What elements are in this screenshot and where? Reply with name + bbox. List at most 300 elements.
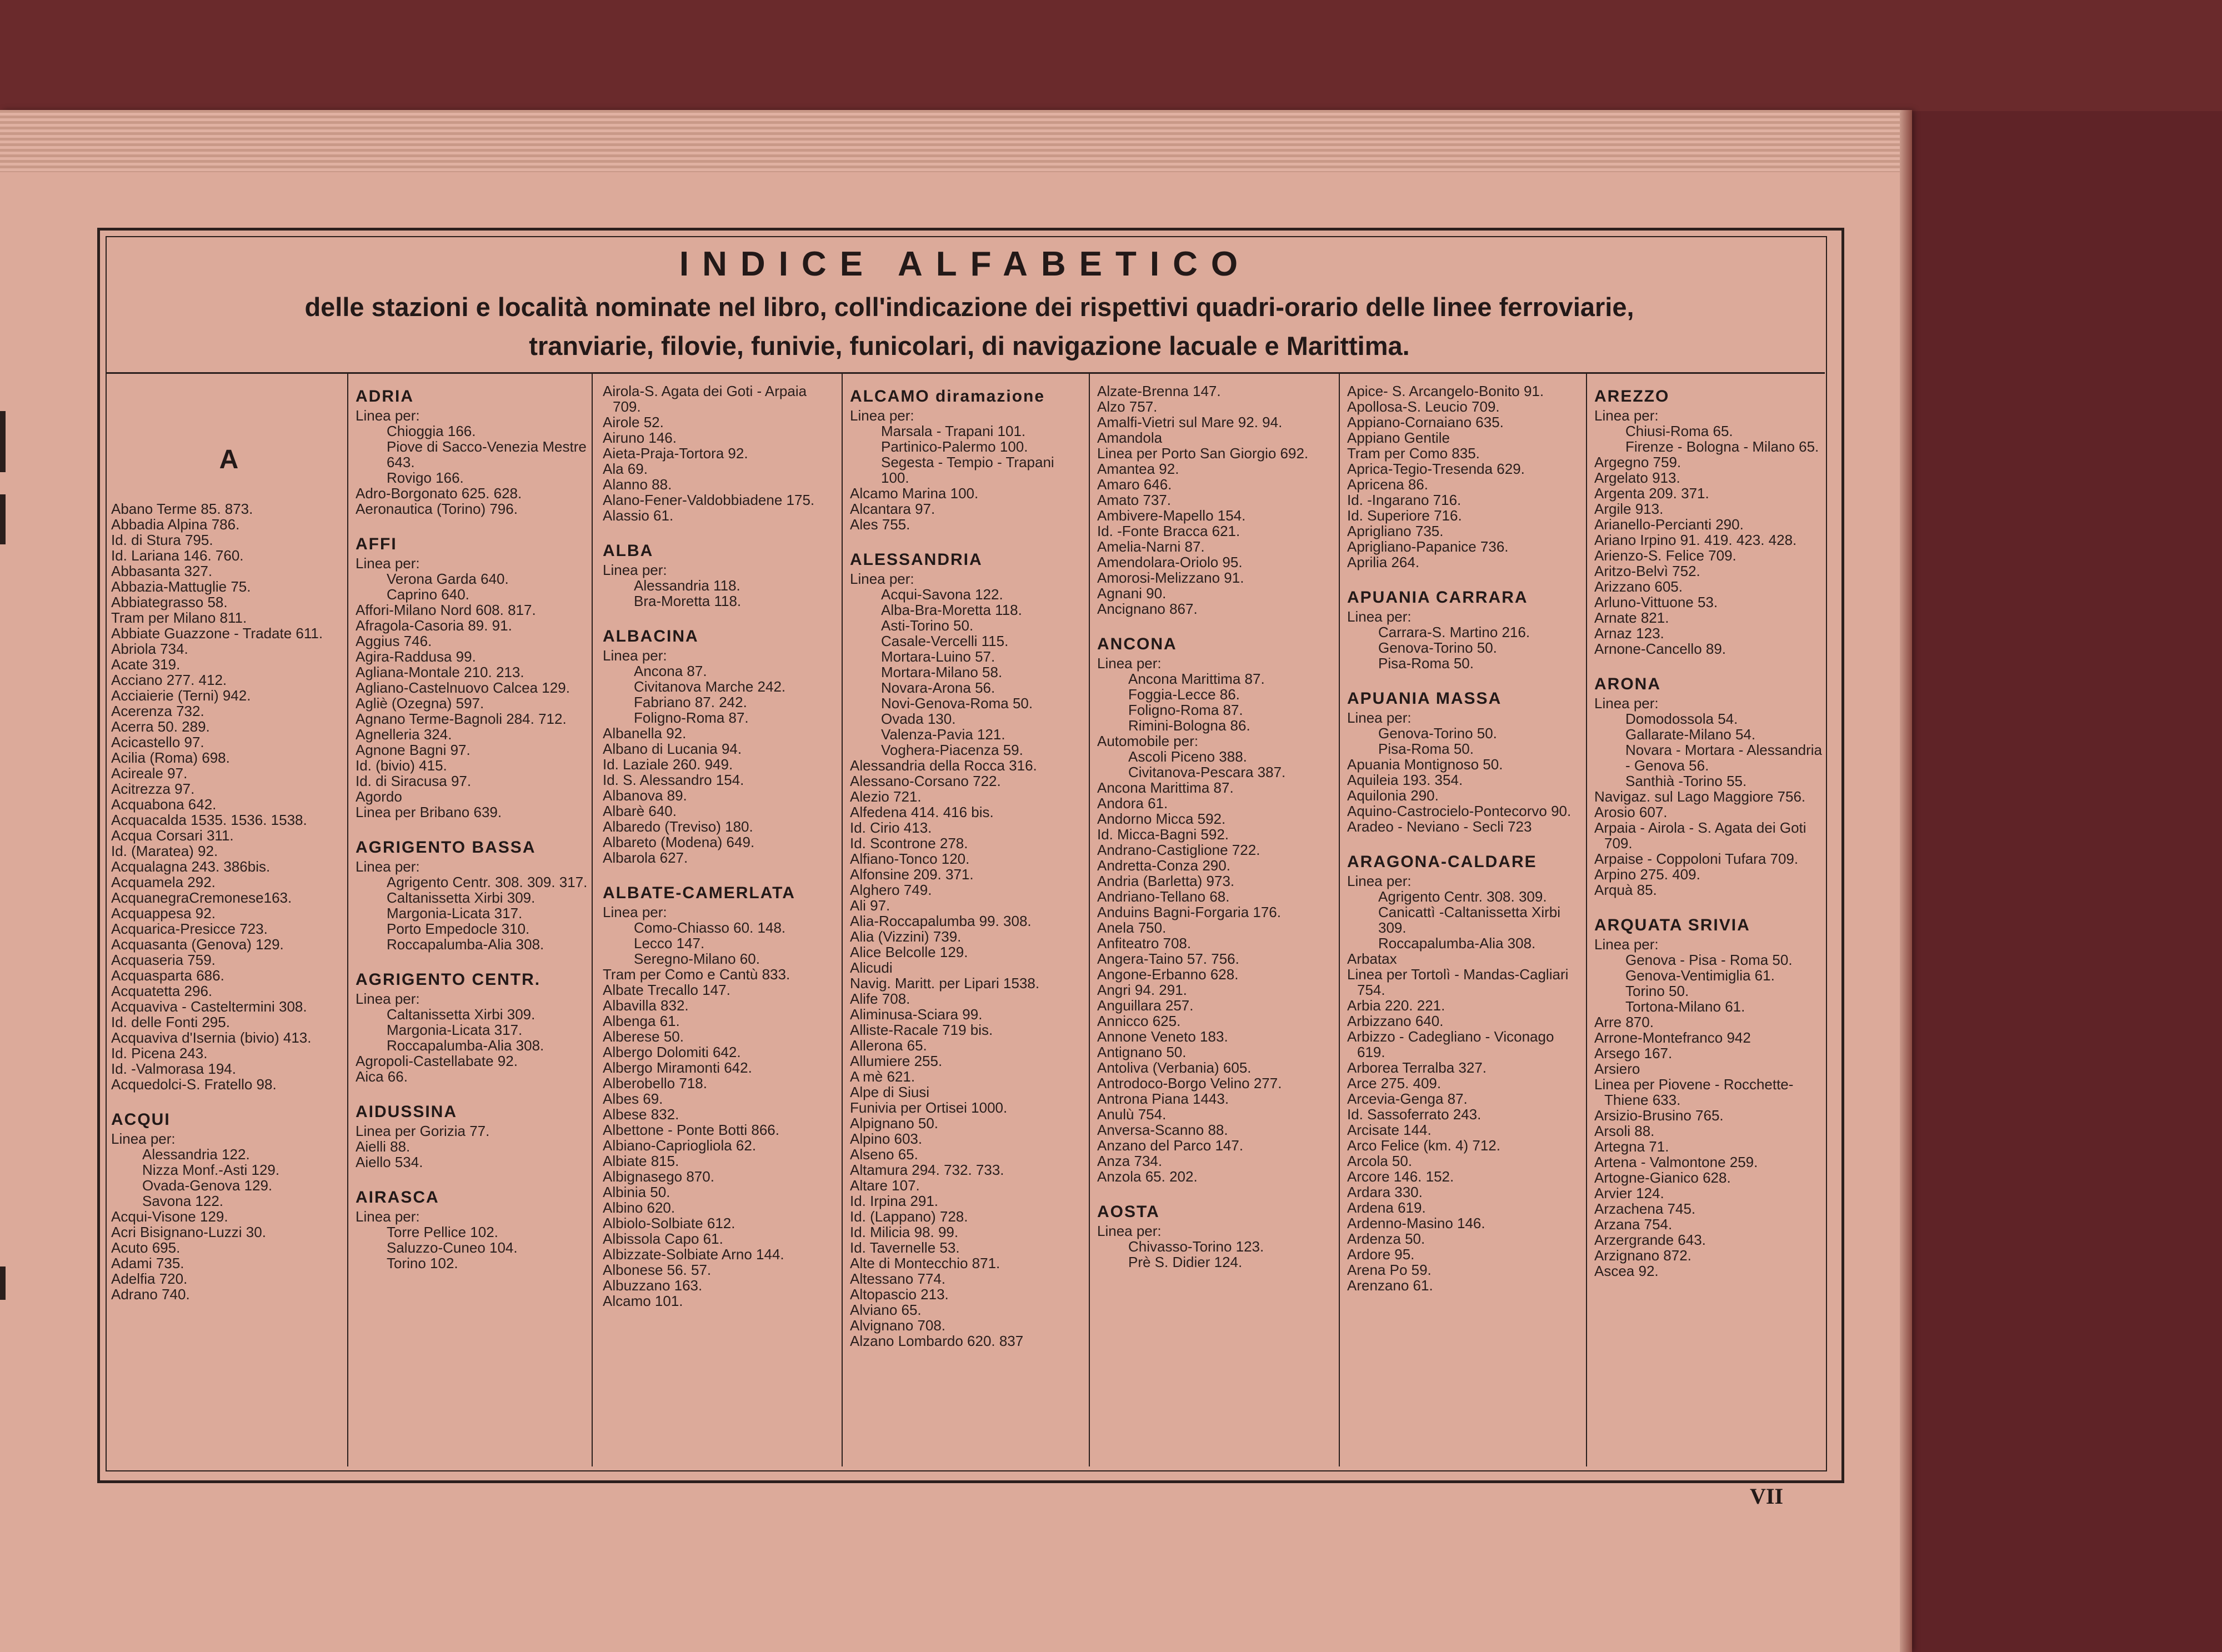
index-entry: Agnani 90. xyxy=(1097,585,1167,602)
index-entry: Artegna 71. xyxy=(1594,1138,1669,1155)
index-entry: Angera-Taino 57. 756. xyxy=(1097,950,1239,967)
index-entry: Antignano 50. xyxy=(1097,1044,1187,1060)
index-entry: Alpignano 50. xyxy=(850,1115,939,1132)
index-entry: Albino 620. xyxy=(603,1199,675,1216)
index-subentry: Gallarate-Milano 54. xyxy=(1625,726,1756,743)
index-entry: Linea per: xyxy=(1594,695,1659,712)
index-entry: Ali 97. xyxy=(850,897,890,914)
index-entry: Argenta 209. 371. xyxy=(1594,485,1709,502)
index-entry: Ancignano 867. xyxy=(1097,600,1198,617)
index-entry: Annicco 625. xyxy=(1097,1013,1181,1029)
index-entry: Agira-Raddusa 99. xyxy=(356,648,476,665)
index-entry: Arre 870. xyxy=(1594,1014,1654,1030)
index-entry: Albizzate-Solbiate Arno 144. xyxy=(603,1246,784,1263)
index-entry: Linea per: xyxy=(1594,936,1659,953)
index-entry: Anfiteatro 708. xyxy=(1097,935,1192,952)
index-entry: Arsego 167. xyxy=(1594,1045,1673,1062)
index-entry: Arsiero xyxy=(1594,1060,1640,1077)
index-entry: Albareto (Modena) 649. xyxy=(603,834,755,850)
index-entry: Antoliva (Verbania) 605. xyxy=(1097,1059,1252,1076)
index-entry: Agliano-Castelnuovo Calcea 129. xyxy=(356,679,570,696)
index-entry: Agliè (Ozegna) 597. xyxy=(356,695,484,712)
spacer xyxy=(356,517,591,531)
index-entry: Artena - Valmontone 259. xyxy=(1594,1154,1758,1170)
subtitle-line-2: tranviarie, filovie, funivie, funicolari, di navigazione lacuale e Marittima. xyxy=(529,331,1410,361)
index-entry: Albiano-Capriogliola 62. xyxy=(603,1137,757,1154)
index-subentry: Tortona-Milano 61. xyxy=(1625,998,1745,1015)
section-heading: APUANIA MASSA xyxy=(1347,689,1502,708)
index-subentry: Marsala - Trapani 101. xyxy=(881,423,1026,439)
index-subentry: Piove di Sacco-Venezia Mestre 643. xyxy=(387,438,587,470)
index-subentry: Genova-Torino 50. xyxy=(1378,725,1497,742)
index-entry: Agnelleria 324. xyxy=(356,726,452,743)
index-entry: Linea per: xyxy=(356,990,420,1007)
index-entry: Allumiere 255. xyxy=(850,1053,943,1069)
index-entry: Aquilonia 290. xyxy=(1347,787,1439,804)
index-entry: Albignasego 870. xyxy=(603,1168,714,1185)
index-entry: Acquappesa 92. xyxy=(111,905,216,922)
index-subentry: Mortara-Milano 58. xyxy=(881,664,1003,680)
index-entry: Linea per: xyxy=(356,1208,420,1225)
index-subentry: Firenze - Bologna - Milano 65. xyxy=(1625,438,1819,455)
index-subentry: Asti-Torino 50. xyxy=(881,617,974,634)
index-entry: Argile 913. xyxy=(1594,500,1664,517)
index-subentry: Torino 50. xyxy=(1625,983,1689,999)
index-entry: Anza 734. xyxy=(1097,1153,1163,1169)
index-subentry: Chivasso-Torino 123. xyxy=(1128,1238,1264,1255)
index-subentry: Civitanova Marche 242. xyxy=(634,678,786,695)
index-entry: Acate 319. xyxy=(111,656,181,673)
section-heading: ARAGONA-CALDARE xyxy=(1347,853,1537,871)
section-heading: AIRASCA xyxy=(356,1188,439,1207)
index-entry: Andria (Barletta) 973. xyxy=(1097,873,1235,889)
index-entry: Arpino 275. 409. xyxy=(1594,866,1700,883)
spacer xyxy=(111,383,347,398)
index-subentry: Prè S. Didier 124. xyxy=(1128,1254,1243,1270)
index-subentry: Novara-Arona 56. xyxy=(881,679,995,696)
index-entry: Albarè 640. xyxy=(603,803,677,819)
index-entry: Acciano 277. 412. xyxy=(111,672,227,688)
index-subentry: Caltanissetta Xirbi 309. xyxy=(387,1006,536,1023)
index-subentry: Novara - Mortara - Alessandria - Genova 56. xyxy=(1625,742,1823,774)
page-stack-edge xyxy=(0,110,1911,172)
index-entry: Alanno 88. xyxy=(603,476,672,493)
index-entry: Linea per: xyxy=(1594,407,1659,424)
index-entry: Agordo xyxy=(356,788,402,805)
index-entry: Alcamo 101. xyxy=(603,1293,683,1309)
index-subentry: Acqui-Savona 122. xyxy=(881,586,1003,603)
index-entry: Albergo Miramonti 642. xyxy=(603,1059,752,1076)
index-entry: Arbizzano 640. xyxy=(1347,1013,1444,1029)
index-entry: Ambivere-Mapello 154. xyxy=(1097,507,1246,524)
index-entry: Alghero 749. xyxy=(850,882,932,898)
index-entry: Id. -Ingarano 716. xyxy=(1347,492,1462,508)
index-entry: Albinia 50. xyxy=(603,1184,670,1200)
index-entry: Annone Veneto 183. xyxy=(1097,1028,1228,1045)
index-entry: Abbazia-Mattuglie 75. xyxy=(111,578,251,595)
index-entry: Anzola 65. 202. xyxy=(1097,1168,1198,1185)
index-entry: Aprigliano-Papanice 736. xyxy=(1347,538,1509,555)
index-subentry: Foggia-Lecce 86. xyxy=(1128,686,1240,703)
index-entry: Amalfi-Vietri sul Mare 92. 94. xyxy=(1097,414,1283,430)
index-entry: Andriano-Tellano 68. xyxy=(1097,888,1230,905)
index-entry: Linea per: xyxy=(1347,608,1412,625)
page-number: VII xyxy=(1750,1484,1784,1509)
index-entry: Allerona 65. xyxy=(850,1037,927,1054)
index-entry: Linea per: xyxy=(356,858,420,875)
index-column-3 xyxy=(603,383,838,1466)
index-entry: Anguillara 257. xyxy=(1097,997,1194,1014)
index-entry: Id. (Maratea) 92. xyxy=(111,843,218,859)
index-entry: Ariano Irpino 91. 419. 423. 428. xyxy=(1594,532,1797,548)
index-entry: Linea per: xyxy=(356,407,420,424)
index-entry: Aprigliano 735. xyxy=(1347,523,1444,539)
index-entry: Alicudi xyxy=(850,959,893,976)
index-entry: Alia (Vizzini) 739. xyxy=(850,928,962,945)
index-entry: Anzano del Parco 147. xyxy=(1097,1137,1244,1154)
column-divider xyxy=(1339,373,1340,1466)
index-subentry: Foligno-Roma 87. xyxy=(1128,702,1243,718)
index-entry: Adro-Borgonato 625. 628. xyxy=(356,485,522,502)
index-entry: Afragola-Casoria 89. 91. xyxy=(356,617,512,634)
index-subentry: Genova-Torino 50. xyxy=(1378,639,1497,656)
index-column-1 xyxy=(111,383,347,1466)
index-subentry: Roccapalumba-Alia 308. xyxy=(387,1037,544,1054)
index-subentry: Civitanova-Pescara 387. xyxy=(1128,764,1286,780)
index-entry: Ala 69. xyxy=(603,460,648,477)
index-entry: Arnaz 123. xyxy=(1594,625,1664,642)
scan-background xyxy=(0,0,2222,111)
index-entry: Arbia 220. 221. xyxy=(1347,997,1445,1014)
spacer xyxy=(850,532,1085,547)
index-entry: Albanella 92. xyxy=(603,725,687,742)
index-subentry: Savona 122. xyxy=(142,1193,224,1209)
index-entry: Albate Trecallo 147. xyxy=(603,982,730,998)
index-entry: Albonese 56. 57. xyxy=(603,1261,712,1278)
index-entry: Alano-Fener-Valdobbiadene 175. xyxy=(603,492,815,508)
index-column-6 xyxy=(1347,383,1583,1466)
index-entry: Alessano-Corsano 722. xyxy=(850,773,1001,789)
index-entry: A mè 621. xyxy=(850,1068,915,1085)
index-entry: Alcamo Marina 100. xyxy=(850,485,979,502)
index-entry: Arpaise - Coppoloni Tufara 709. xyxy=(1594,850,1799,867)
index-entry: Alseno 65. xyxy=(850,1146,918,1163)
index-entry: Amelia-Narni 87. xyxy=(1097,538,1205,555)
index-subentry: Genova - Pisa - Roma 50. xyxy=(1625,952,1793,968)
index-subentry: Casale-Vercelli 115. xyxy=(881,633,1009,649)
index-subentry: Domodossola 54. xyxy=(1625,710,1738,727)
index-entry: Acerra 50. 289. xyxy=(111,718,210,735)
index-entry: Id. Irpina 291. xyxy=(850,1193,938,1209)
column-divider xyxy=(1089,373,1090,1466)
spacer xyxy=(356,952,591,967)
index-entry: Acquacalda 1535. 1536. 1538. xyxy=(111,812,307,828)
index-subentry: Nizza Monf.-Asti 129. xyxy=(142,1162,280,1178)
index-entry: Tram per Como 835. xyxy=(1347,445,1480,462)
index-entry: Adami 735. xyxy=(111,1255,184,1271)
index-subentry: Novi-Genova-Roma 50. xyxy=(881,695,1033,712)
index-column-4 xyxy=(850,383,1085,1466)
index-entry: Albes 69. xyxy=(603,1090,663,1107)
index-entry: Arborea Terralba 327. xyxy=(1347,1059,1487,1076)
spacer xyxy=(111,427,347,441)
index-entry: Acqui-Visone 129. xyxy=(111,1208,228,1225)
index-entry: Albiate 815. xyxy=(603,1153,679,1169)
index-entry: Andora 61. xyxy=(1097,795,1168,812)
page-subtitle xyxy=(128,288,1811,366)
spacer xyxy=(603,865,838,880)
index-entry: Arluno-Vittuone 53. xyxy=(1594,594,1718,610)
section-heading: AFFI xyxy=(356,535,397,553)
column-divider xyxy=(1586,373,1587,1466)
section-heading: ALCAMO diramazione xyxy=(850,387,1045,406)
index-entry: Aprilia 264. xyxy=(1347,554,1420,570)
index-entry: Linea per: xyxy=(850,570,914,587)
index-entry: Arvier 124. xyxy=(1594,1185,1664,1202)
index-entry: Id. Tavernelle 53. xyxy=(850,1239,960,1256)
index-entry: Andorno Micca 592. xyxy=(1097,810,1226,827)
section-heading: ALBA xyxy=(603,542,654,560)
index-entry: Id. (bivio) 415. xyxy=(356,757,447,774)
index-entry: Albettone - Ponte Botti 866. xyxy=(603,1122,779,1138)
index-entry: Id. Superiore 716. xyxy=(1347,507,1462,524)
spacer xyxy=(356,1084,591,1099)
index-entry: Albergo Dolomiti 642. xyxy=(603,1044,741,1060)
index-entry: Alpino 603. xyxy=(850,1130,923,1147)
index-entry: Id. Lariana 146. 760. xyxy=(111,547,244,564)
index-entry: Arce 275. 409. xyxy=(1347,1075,1442,1092)
spacer xyxy=(1097,617,1333,631)
index-entry: Aprica-Tegio-Tresenda 629. xyxy=(1347,460,1525,477)
index-entry: Altessano 774. xyxy=(850,1270,946,1287)
index-subentry: Valenza-Pavia 121. xyxy=(881,726,1005,743)
index-entry: Albese 832. xyxy=(603,1106,679,1123)
index-entry: Abbiategrasso 58. xyxy=(111,594,228,610)
index-subentry: Ancona Marittima 87. xyxy=(1128,670,1265,687)
index-entry: Id. Laziale 260. 949. xyxy=(603,756,733,773)
index-entry: Id. Cirio 413. xyxy=(850,819,932,836)
index-entry: Alliste-Racale 719 bis. xyxy=(850,1022,993,1038)
column-divider xyxy=(592,373,593,1466)
spacer xyxy=(1097,1184,1333,1199)
index-entry: Andrano-Castiglione 722. xyxy=(1097,842,1260,858)
index-entry: Ardenza 50. xyxy=(1347,1230,1425,1247)
index-entry: Abano Terme 85. 873. xyxy=(111,500,253,517)
index-subentry: Chiusi-Roma 65. xyxy=(1625,423,1733,439)
index-entry: Agnone Bagni 97. xyxy=(356,742,471,758)
index-entry: Agliana-Montale 210. 213. xyxy=(356,664,524,680)
index-entry: AcquanegraCremonese163. xyxy=(111,889,292,906)
index-subentry: Margonia-Licata 317. xyxy=(387,1022,523,1038)
index-entry: Albaredo (Treviso) 180. xyxy=(603,818,753,835)
index-entry: Arsoli 88. xyxy=(1594,1123,1655,1139)
section-heading: ARQUATA SRIVIA xyxy=(1594,916,1750,934)
index-entry: Apricena 86. xyxy=(1347,476,1428,493)
spacer xyxy=(356,1170,591,1184)
index-entry: Acitrezza 97. xyxy=(111,780,195,797)
index-subentry: Agrigento Centr. 308. 309. 317. xyxy=(387,874,588,890)
index-subentry: Agrigento Centr. 308. 309. xyxy=(1378,888,1547,905)
index-entry: Tram per Milano 811. xyxy=(111,609,247,626)
index-entry: Argegno 759. xyxy=(1594,454,1681,470)
index-entry: Arzachena 745. xyxy=(1594,1200,1696,1217)
index-entry: Albenga 61. xyxy=(603,1013,680,1029)
index-entry: Acciaierie (Terni) 942. xyxy=(111,687,251,704)
index-entry: Id. Sassoferrato 243. xyxy=(1347,1106,1482,1123)
index-entry: Altamura 294. 732. 733. xyxy=(850,1162,1004,1178)
index-subentry: Mortara-Luino 57. xyxy=(881,648,995,665)
index-entry: Alcantara 97. xyxy=(850,500,935,517)
section-heading: AGRIGENTO BASSA xyxy=(356,838,536,857)
index-subentry: Voghera-Piacenza 59. xyxy=(881,742,1023,758)
index-entry: Alife 708. xyxy=(850,990,910,1007)
index-subentry: Partinico-Palermo 100. xyxy=(881,438,1028,455)
index-subentry: Alba-Bra-Moretta 118. xyxy=(881,602,1022,618)
index-entry: Arzergrande 643. xyxy=(1594,1232,1706,1248)
index-entry: Alberese 50. xyxy=(603,1028,684,1045)
index-entry: Anulù 754. xyxy=(1097,1106,1167,1123)
index-entry: Alessandria della Rocca 316. xyxy=(850,757,1037,774)
index-entry: Linea per: xyxy=(111,1130,176,1147)
index-entry: Amandola xyxy=(1097,429,1163,446)
index-entry: Amato 737. xyxy=(1097,492,1171,508)
index-entry: Acerenza 732. xyxy=(111,703,204,719)
index-entry: Ardena 619. xyxy=(1347,1199,1426,1216)
index-entry: Alzate-Brenna 147. xyxy=(1097,383,1221,399)
index-entry: Acqua Corsari 311. xyxy=(111,827,234,844)
index-entry: Albarola 627. xyxy=(603,849,688,866)
index-entry: Arcore 146. 152. xyxy=(1347,1168,1454,1185)
index-entry: Linea per Piovene - Rocchette-Thiene 633. xyxy=(1594,1076,1794,1108)
spacer xyxy=(603,609,838,623)
index-entry: Andretta-Conza 290. xyxy=(1097,857,1230,874)
index-entry: Id. Milicia 98. 99. xyxy=(850,1224,959,1240)
index-entry: Id. Scontrone 278. xyxy=(850,835,968,852)
index-entry: Linea per: xyxy=(1347,709,1412,726)
index-entry: Linea per: xyxy=(1097,655,1162,672)
index-column-2 xyxy=(356,383,591,1466)
index-entry: Id. di Siracusa 97. xyxy=(356,773,472,789)
index-entry: Arbizzo - Cadegliano - Viconago 619. xyxy=(1347,1028,1554,1060)
index-entry: Albiolo-Solbiate 612. xyxy=(603,1215,735,1232)
index-entry: Arpaia - Airola - S. Agata dei Goti 709. xyxy=(1594,819,1806,852)
index-entry: Aeronautica (Torino) 796. xyxy=(356,500,518,517)
index-entry: Acquasparta 686. xyxy=(111,967,224,984)
index-subentry: Segesta - Tempio - Trapani 100. xyxy=(881,454,1054,486)
index-subentry: Saluzzo-Cuneo 104. xyxy=(387,1239,518,1256)
index-entry: Arena Po 59. xyxy=(1347,1261,1432,1278)
index-entry: Automobile per: xyxy=(1097,733,1199,749)
index-entry: Id. di Stura 795. xyxy=(111,532,213,548)
index-entry: Arnone-Cancello 89. xyxy=(1594,640,1726,657)
index-entry: Ales 755. xyxy=(850,516,910,533)
index-entry: Arcevia-Genga 87. xyxy=(1347,1090,1468,1107)
index-entry: Linea per Bribano 639. xyxy=(356,804,502,820)
index-entry: Aieta-Praja-Tortora 92. xyxy=(603,445,748,462)
index-entry: Alfedena 414. 416 bis. xyxy=(850,804,994,820)
index-subentry: Torino 102. xyxy=(387,1255,458,1271)
index-subentry: Alessandria 118. xyxy=(634,577,740,594)
spacer xyxy=(1594,898,1830,912)
index-entry: Arbatax xyxy=(1347,950,1397,967)
index-entry: Acqualagna 243. 386bis. xyxy=(111,858,271,875)
index-subentry: Rovigo 166. xyxy=(387,469,464,486)
index-entry: Ancona Marittima 87. xyxy=(1097,779,1234,796)
index-entry: Altare 107. xyxy=(850,1177,920,1194)
index-entry: Albavilla 832. xyxy=(603,997,689,1014)
index-entry: Amaro 646. xyxy=(1097,476,1172,493)
index-entry: Acquabona 642. xyxy=(111,796,217,813)
index-entry: Aielli 88. xyxy=(356,1138,411,1155)
index-entry: Arosio 607. xyxy=(1594,804,1668,820)
index-entry: Arnate 821. xyxy=(1594,609,1669,626)
index-entry: Amendolara-Oriolo 95. xyxy=(1097,554,1243,570)
index-entry: Acri Bisignano-Luzzi 30. xyxy=(111,1224,266,1240)
section-heading: ALBACINA xyxy=(603,627,699,645)
index-entry: Linea per Gorizia 77. xyxy=(356,1123,490,1139)
section-heading: ADRIA xyxy=(356,387,414,406)
index-entry: Acquamela 292. xyxy=(111,874,216,890)
index-entry: Acilia (Roma) 698. xyxy=(111,749,230,766)
index-entry: Aggius 746. xyxy=(356,633,432,649)
index-entry: Aquileia 193. 354. xyxy=(1347,772,1463,788)
index-column-5 xyxy=(1097,383,1333,1466)
section-heading: AREZZO xyxy=(1594,387,1670,406)
index-entry: Alpe di Siusi xyxy=(850,1084,930,1100)
index-subentry: Ancona 87. xyxy=(634,663,707,679)
index-subentry: Santhià -Torino 55. xyxy=(1625,773,1747,789)
index-subentry: Torre Pellice 102. xyxy=(387,1224,498,1240)
index-entry: Aradeo - Neviano - Secli 723 xyxy=(1347,818,1532,835)
index-entry: Agnano Terme-Bagnoli 284. 712. xyxy=(356,710,567,727)
index-entry: Antrodoco-Borgo Velino 277. xyxy=(1097,1075,1282,1092)
index-subentry: Carrara-S. Martino 216. xyxy=(1378,624,1530,640)
index-entry: Arcola 50. xyxy=(1347,1153,1413,1169)
index-entry: Aliminusa-Sciara 99. xyxy=(850,1006,983,1023)
index-entry: Albano di Lucania 94. xyxy=(603,740,742,757)
index-entry: Acquaseria 759. xyxy=(111,952,216,968)
index-entry: Linea per: xyxy=(356,555,420,572)
column-divider xyxy=(347,373,348,1466)
index-entry: Alezio 721. xyxy=(850,788,922,805)
index-entry: Acireale 97. xyxy=(111,765,188,782)
index-entry: Acquasanta (Genova) 129. xyxy=(111,936,284,953)
spacer xyxy=(111,1092,347,1107)
index-entry: Airole 52. xyxy=(603,414,664,430)
title-rule xyxy=(106,372,1825,374)
index-entry: Navigaz. sul Lago Maggiore 756. xyxy=(1594,788,1806,805)
index-entry: Aritzo-Belvì 752. xyxy=(1594,563,1700,579)
index-entry: Acquarica-Presicce 723. xyxy=(111,920,268,937)
index-entry: Id. (Lappano) 728. xyxy=(850,1208,968,1225)
index-entry: Navig. Maritt. per Lipari 1538. xyxy=(850,975,1040,992)
index-entry: Linea per: xyxy=(1347,873,1412,889)
index-column-7 xyxy=(1594,383,1830,1466)
index-entry: Ascea 92. xyxy=(1594,1263,1659,1279)
index-entry: Acquatetta 296. xyxy=(111,983,213,999)
index-entry: Abbasanta 327. xyxy=(111,563,213,579)
index-entry: Appiano-Cornaiano 635. xyxy=(1347,414,1504,430)
index-entry: Apice- S. Arcangelo-Bonito 91. xyxy=(1347,383,1544,399)
index-entry: Id. -Fonte Bracca 621. xyxy=(1097,523,1240,539)
index-entry: Arienzo-S. Felice 709. xyxy=(1594,547,1736,564)
index-entry: Arzignano 872. xyxy=(1594,1247,1691,1264)
index-entry: Funivia per Ortisei 1000. xyxy=(850,1099,1008,1116)
index-entry: Angri 94. 291. xyxy=(1097,982,1187,998)
index-subentry: Caltanissetta Xirbi 309. xyxy=(387,889,536,906)
index-entry: Argelato 913. xyxy=(1594,469,1680,486)
index-entry: Linea per: xyxy=(603,562,667,578)
